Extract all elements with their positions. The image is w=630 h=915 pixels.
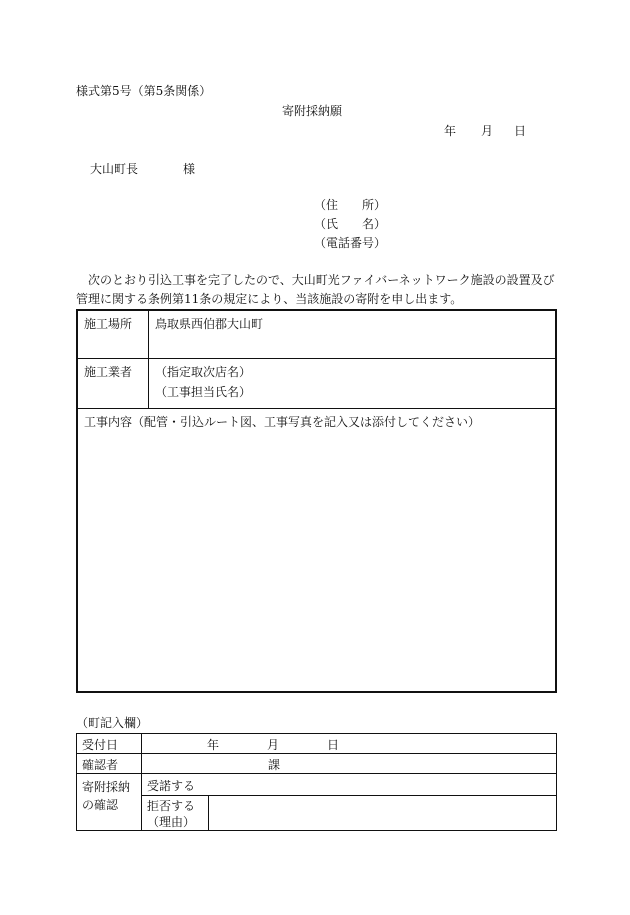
addressee-name: 大山町長 [90, 162, 139, 176]
location-label: 施工場所 [84, 317, 133, 331]
date-year: 年 [444, 124, 457, 138]
reject-cell [142, 796, 209, 831]
received-month: 月 [267, 738, 280, 752]
work-content-row [77, 408, 556, 692]
date-line [444, 124, 526, 138]
body-text-line-1: 次のとおり引込工事を完了したので、大山町光ファイバーネットワーク施設の設置及び [76, 273, 555, 287]
received-year: 年 [207, 738, 220, 752]
date-day: 日 [514, 124, 527, 138]
location-row [77, 310, 556, 358]
addressee-honorific: 様 [183, 162, 196, 176]
location-value: 鳥取県西伯郡大山町 [155, 317, 264, 331]
form-number: 様式第5号（第5条関係） [76, 84, 212, 98]
contractor-row [77, 358, 556, 408]
received-row [77, 734, 557, 754]
reject-option: 拒否する [147, 799, 196, 813]
confirmer-row [77, 754, 557, 774]
body-text-line-2: 管理に関する条例第11条の規定により、当該施設の寄附を申し出ます。 [76, 292, 463, 306]
confirmer-dept: 課 [142, 754, 557, 774]
date-month: 月 [481, 124, 494, 138]
confirmer-label: 確認者 [77, 754, 142, 774]
location-value-cell [149, 310, 557, 358]
confirm-label-line-1: 寄附採納 [82, 780, 131, 794]
contractor-store: （指定取次店名） [155, 364, 252, 379]
work-content-label: 工事内容（配管・引込ルート図、工事写真を記入又は添付してください） [84, 414, 481, 429]
town-section-heading: （町記入欄） [76, 716, 149, 730]
received-label: 受付日 [77, 734, 142, 754]
reject-reason-field [209, 796, 557, 831]
contractor-label: 施工業者 [84, 364, 133, 379]
confirm-label-line-2: の確認 [82, 798, 119, 812]
received-date-cell [142, 734, 557, 754]
work-content-cell [77, 408, 556, 692]
location-label-cell [77, 310, 149, 358]
confirm-label-cell [77, 774, 142, 831]
town-use-table [76, 733, 557, 831]
accept-option: 受諾する [142, 774, 557, 796]
contractor-person: （工事担当氏名） [155, 384, 252, 399]
applicant-address-label: （住 所） [314, 198, 387, 212]
page-title: 寄附採納願 [282, 104, 343, 118]
contractor-value-cell [149, 358, 557, 408]
application-table [76, 309, 557, 693]
accept-row [77, 774, 557, 796]
reject-row [77, 796, 557, 831]
received-day: 日 [327, 738, 340, 752]
reject-reason-label: （理由） [147, 815, 196, 829]
applicant-phone-label: （電話番号） [314, 236, 387, 250]
applicant-name-label: （氏 名） [314, 217, 387, 231]
contractor-label-cell [77, 358, 149, 408]
